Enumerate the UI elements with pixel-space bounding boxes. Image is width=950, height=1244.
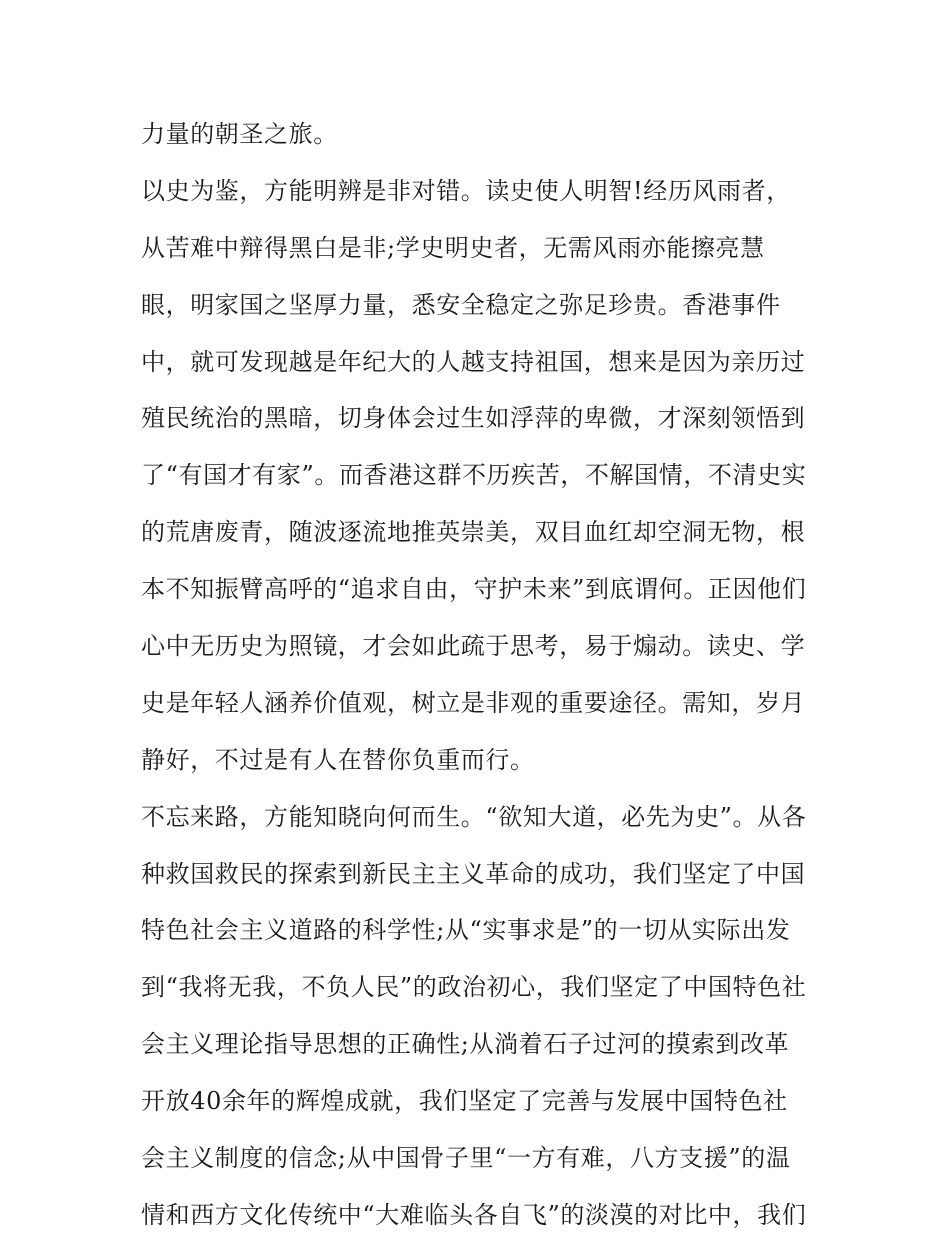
- text-line: 心中无历史为照镜，才会如此疏于思考，易于煽动。读史、学: [141, 632, 806, 661]
- text-line: 开放40余年的辉煌成就，我们坚定了完善与发展中国特色社: [141, 1087, 788, 1116]
- text-line: 史是年轻人涵养价值观，树立是非观的重要途径。需知，岁月: [141, 688, 806, 717]
- text-line: 从苦难中辩得黑白是非;学史明史者，无需风雨亦能擦亮慧: [141, 233, 765, 262]
- body-text: [141, 106, 821, 1244]
- text-line: 了“有国才有家”。而香港这群不历疾苦，不解国情，不清史实: [141, 461, 807, 490]
- text-line: 本不知振臂高呼的“追求自由，守护未来”到底谓何。正因他们: [141, 575, 807, 604]
- text-line: 种救国救民的探索到新民主主义革命的成功，我们坚定了中国: [141, 859, 806, 888]
- text-line: 到“我将无我，不负人民”的政治初心，我们坚定了中国特色社: [141, 973, 807, 1002]
- text-line: 眼，明家国之坚厚力量，悉安全稳定之弥足珍贵。香港事件: [141, 290, 781, 319]
- text-line: 特色社会主义道路的科学性;从“实事求是”的一切从实际出发: [141, 916, 791, 945]
- text-line: 会主义理论指导思想的正确性;从淌着石子过河的摸索到改革: [141, 1030, 790, 1059]
- text-line: 不忘来路，方能知晓向何而生。“欲知大道，必先为史”。从各: [141, 802, 807, 831]
- text-line: 的荒唐废青，随波逐流地推英崇美，双目血红却空洞无物，根: [141, 518, 806, 547]
- text-line: 力量的朝圣之旅。: [141, 120, 338, 148]
- text-line: 以史为鉴，方能明辨是非对错。读史使人明智!经历风雨者，: [141, 176, 791, 205]
- text-line: 殖民统治的黑暗，切身体会过生如浮萍的卑微，才深刻领悟到: [141, 404, 806, 433]
- text-line: 中，就可发现越是年纪大的人越支持祖国，想来是因为亲历过: [141, 347, 806, 376]
- text-line: 静好，不过是有人在替你负重而行。: [141, 745, 535, 774]
- text-line: 会主义制度的信念;从中国骨子里“一方有难，八方支援”的温: [141, 1144, 791, 1173]
- text-line: 情和西方文化传统中“大难临头各自飞”的淡漠的对比中，我们: [141, 1200, 807, 1229]
